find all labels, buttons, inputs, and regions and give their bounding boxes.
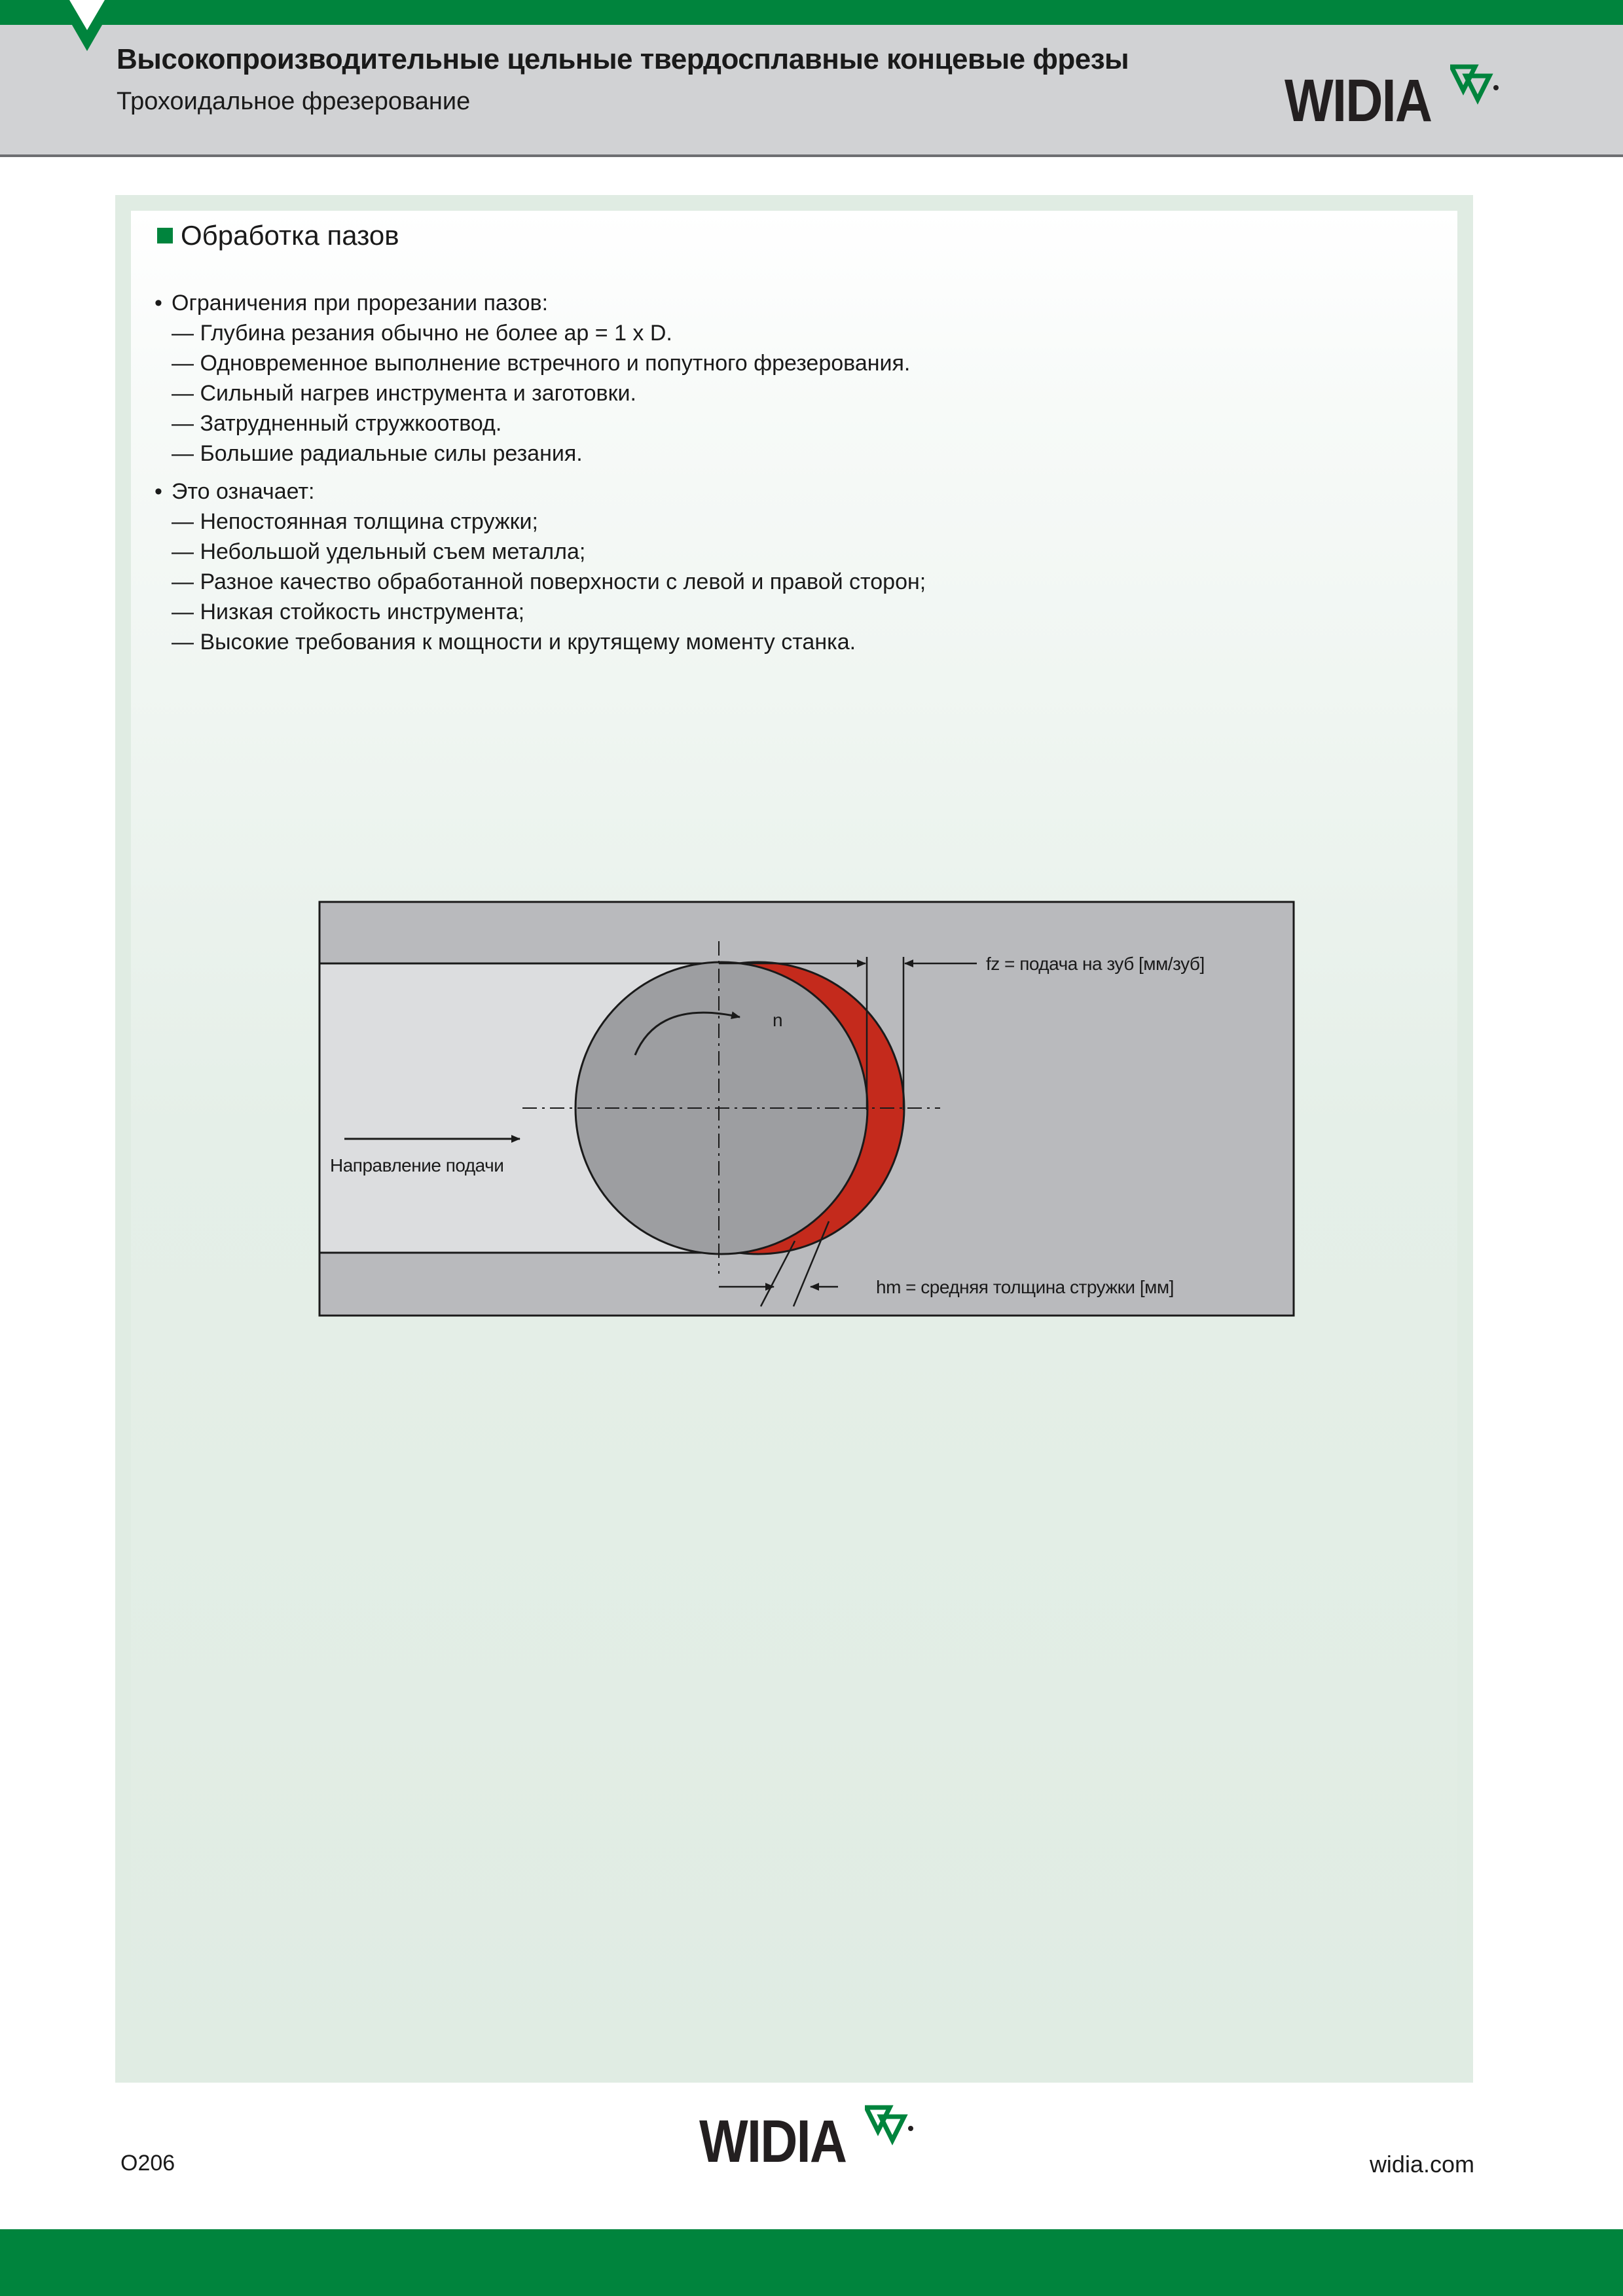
list-item: — Высокие требования к мощности и крутящему моменту станка. bbox=[172, 630, 856, 655]
widia-logo-header bbox=[1285, 67, 1500, 134]
list-item: — Одновременное выполнение встречного и попутного фрезерования. bbox=[172, 351, 911, 376]
bullet-list bbox=[155, 288, 926, 657]
logo-triangles-icon bbox=[865, 2105, 915, 2147]
feed-direction-label: Направление подачи bbox=[330, 1155, 504, 1175]
logo-triangles-icon bbox=[1450, 64, 1500, 106]
widia-logo-footer bbox=[699, 2108, 915, 2175]
hm-label: hm = средняя толщина стружки [мм] bbox=[876, 1277, 1174, 1297]
website-link[interactable]: widia.com bbox=[1369, 2151, 1474, 2178]
logo-wordmark: WIDIA bbox=[1285, 67, 1432, 134]
list-item: — Большие радиальные силы резания. bbox=[172, 441, 583, 466]
corner-notch-icon bbox=[58, 0, 117, 54]
list-item: — Небольшой удельный съем металла; bbox=[172, 539, 586, 564]
fz-label: fz = подача на зуб [мм/зуб] bbox=[986, 954, 1205, 974]
bottom-green-bar bbox=[0, 2229, 1623, 2296]
bullet-lead-text: Ограничения при прорезании пазов: bbox=[172, 291, 549, 315]
list-item: — Затрудненный стружкоотвод. bbox=[172, 411, 502, 436]
bullet-icon: • bbox=[155, 291, 162, 315]
list-item: — Сильный нагрев инструмента и заготовки. bbox=[172, 381, 636, 406]
rotation-label: n bbox=[773, 1010, 783, 1030]
page-number: O206 bbox=[120, 2151, 175, 2176]
list-item: — Глубина резания обычно не более ap = 1 x D. bbox=[172, 321, 672, 346]
section-title: Обработка пазов bbox=[181, 220, 399, 251]
bullet-icon: • bbox=[155, 479, 162, 504]
list-item: — Разное качество обработанной поверхности с левой и правой сторон; bbox=[172, 569, 926, 594]
logo-wordmark: WIDIA bbox=[699, 2108, 847, 2175]
green-square-icon bbox=[157, 228, 173, 243]
bullet-lead bbox=[155, 476, 926, 507]
top-green-bar bbox=[0, 0, 1623, 25]
bullet-lead bbox=[155, 288, 926, 318]
list-item: — Низкая стойкость инструмента; bbox=[172, 600, 525, 624]
section-heading bbox=[157, 220, 399, 251]
bullet-lead-text: Это означает: bbox=[172, 479, 315, 504]
page-subtitle: Трохоидальное фрезерование bbox=[117, 88, 471, 115]
page-title: Высокопроизводительные цельные твердосплавные концевые фрезы bbox=[117, 43, 1129, 75]
slot-milling-diagram bbox=[318, 901, 1295, 1318]
header-divider bbox=[0, 154, 1623, 157]
list-item: — Непостоянная толщина стружки; bbox=[172, 509, 538, 534]
